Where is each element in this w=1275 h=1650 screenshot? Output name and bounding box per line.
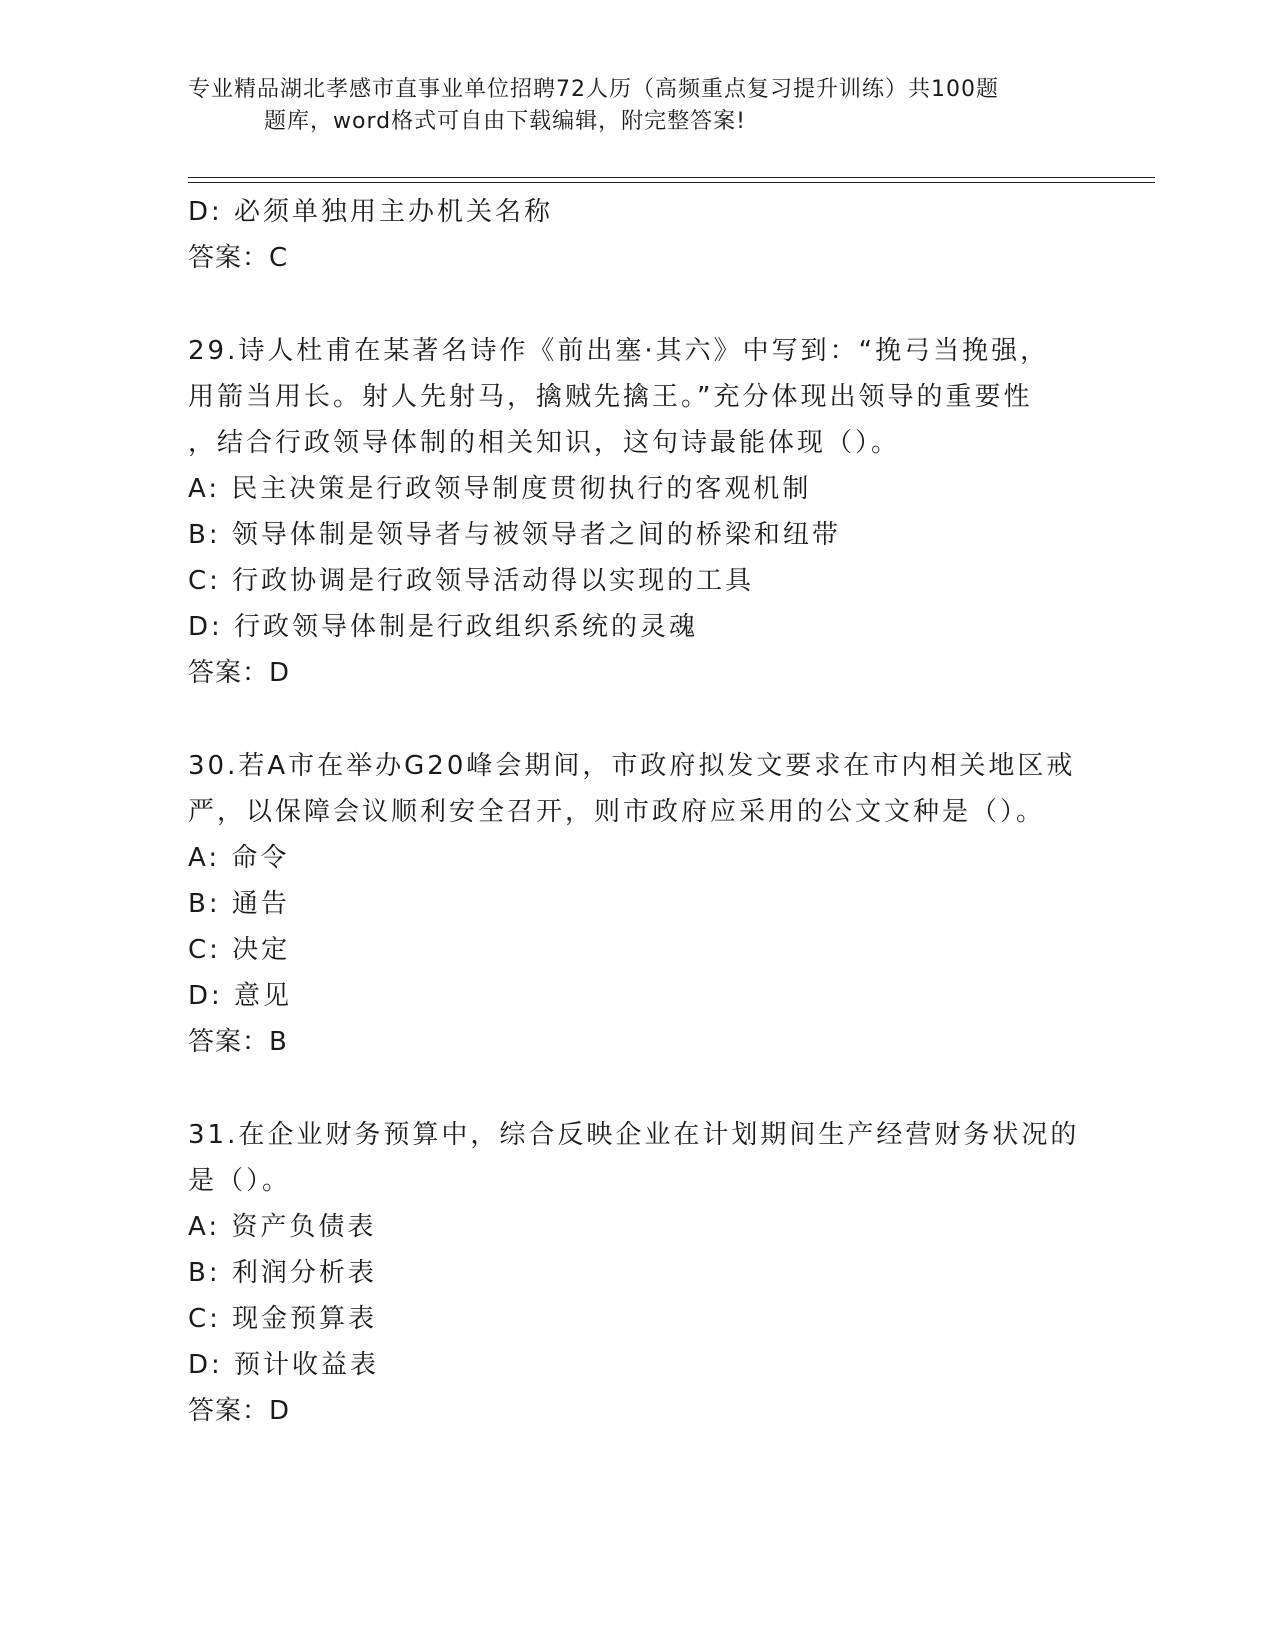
- option-c: C: 现金预算表: [188, 1304, 378, 1334]
- question-30: [188, 743, 1088, 1065]
- question-stem-line: 用箭当用长。射人先射马，擒贼先擒王。”充分体现出领导的重要性: [188, 382, 1033, 412]
- option-b: B: 利润分析表: [188, 1258, 377, 1288]
- option-d: D: 预计收益表: [188, 1350, 380, 1380]
- option-a: A: 资产负债表: [188, 1212, 377, 1242]
- question-stem-line: 30.若A市在举办G20峰会期间，市政府拟发文要求在市内相关地区戒: [188, 751, 1076, 781]
- answer-line: 答案：D: [188, 658, 291, 688]
- option-b: B: 领导体制是领导者与被领导者之间的桥梁和纽带: [188, 520, 841, 550]
- question-stem-line: 是（）。: [188, 1166, 292, 1196]
- header-divider-top: [188, 177, 1155, 178]
- option-d: D: 行政领导体制是行政组织系统的灵魂: [188, 612, 699, 642]
- option-d: D: 必须单独用主办机关名称: [188, 197, 554, 227]
- question-29: [188, 328, 1088, 696]
- page-header: [188, 74, 1068, 138]
- option-c: C: 决定: [188, 935, 291, 965]
- header-divider-bottom: [188, 182, 1155, 183]
- answer-line: 答案：B: [188, 1027, 288, 1057]
- option-a: A: 命令: [188, 843, 290, 873]
- option-b: B: 通告: [188, 889, 290, 919]
- answer-line: 答案：D: [188, 1396, 291, 1426]
- question-stem-line: 严，以保障会议顺利安全召开，则市政府应采用的公文文种是（）。: [188, 797, 1046, 827]
- header-title-line-1: 专业精品湖北孝感市直事业单位招聘72人历（高频重点复习提升训练）共100题: [188, 77, 999, 102]
- answer-line: 答案：C: [188, 243, 289, 273]
- header-title-line-2: 题库，word格式可自由下载编辑，附完整答案!: [264, 109, 746, 134]
- question-31: [188, 1112, 1088, 1434]
- question-stem-line: 29.诗人杜甫在某著名诗作《前出塞·其六》中写到：“挽弓当挽强，: [188, 336, 1050, 366]
- question-content: [188, 189, 1088, 1434]
- option-d: D: 意见: [188, 981, 293, 1011]
- question-stem-line: 31.在企业财务预算中，综合反映企业在计划期间生产经营财务状况的: [188, 1120, 1080, 1150]
- question-stem-line: ，结合行政领导体制的相关知识，这句诗最能体现（）。: [188, 428, 901, 458]
- option-a: A: 民主决策是行政领导制度贯彻执行的客观机制: [188, 474, 812, 504]
- option-c: C: 行政协调是行政领导活动得以实现的工具: [188, 566, 755, 596]
- previous-question-tail: [188, 189, 1088, 281]
